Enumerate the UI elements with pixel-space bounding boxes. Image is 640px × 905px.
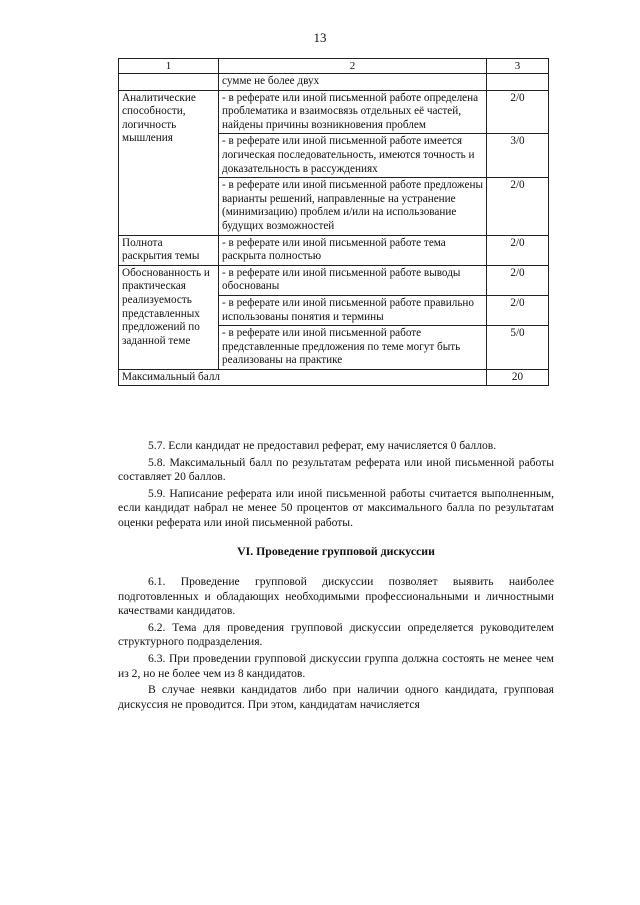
criterion-cell: Полнота раскрытия темы (119, 235, 219, 265)
total-value: 20 (487, 369, 549, 386)
table-row (119, 235, 549, 265)
section-title: VI. Проведение групповой дискуссии (237, 544, 435, 558)
criteria-table (118, 58, 549, 386)
page-number: 13 (313, 30, 327, 45)
table-row (119, 90, 549, 134)
criterion-cell (119, 74, 219, 91)
column-header: 2 (219, 59, 487, 74)
paragraph: 6.1. Проведение групповой дискуссии позволяет выявить наиболее подготовленных и обладающих необходимыми профессиональными и личностными качествами кандидатов. (118, 575, 554, 618)
score-cell: 2/0 (487, 235, 549, 265)
paragraph: 5.9. Написание реферата или иной письменной работы считается выполненным, если кандидат набрал не менее 50 процентов от максимального балла по результатам оценки реферата или иной письменной работы. (118, 486, 554, 529)
paragraphs-section-6 (118, 575, 554, 712)
paragraph: 5.7. Если кандидат не предоставил реферат, ему начисляется 0 баллов. (148, 439, 497, 452)
score-cell: 2/0 (487, 90, 549, 134)
column-header: 3 (487, 59, 549, 74)
paragraph: 6.2. Тема для проведения групповой дискуссии определяется руководителем структурного подразделения. (118, 620, 554, 649)
paragraph: В случае неявки кандидатов либо при наличии одного кандидата, групповая дискуссия не проводится. При этом, кандидатам начисляется (118, 683, 554, 711)
score-cell: 2/0 (487, 295, 549, 325)
description-cell: - в реферате или иной письменной работе представленные предложения по теме могут быть реализованы на практике (219, 326, 487, 370)
description-cell: - в реферате или иной письменной работе выводы обоснованы (219, 265, 487, 295)
total-label: Максимальный балл (119, 369, 487, 386)
table-row (119, 74, 549, 91)
column-header: 1 (119, 59, 219, 74)
score-cell: 2/0 (487, 265, 549, 295)
table-row (119, 265, 549, 295)
paragraph: 6.3. При проведении групповой дискуссии группа должна состоять не менее чем из 2, но не более чем из 8 кандидатов. (118, 651, 554, 680)
paragraph: 5.8. Максимальный балл по результатам реферата или иной письменной работы составляет 20 баллов. (118, 455, 554, 484)
score-cell: 5/0 (487, 326, 549, 370)
description-cell: сумме не более двух (219, 74, 487, 91)
description-cell: - в реферате или иной письменной работе правильно использованы понятия и термины (219, 295, 487, 325)
table-header-row (119, 59, 549, 74)
total-row (119, 369, 549, 386)
score-cell: 2/0 (487, 178, 549, 235)
criterion-cell: Обоснованность и практическая реализуемость представленных предложений по заданной теме (119, 265, 219, 369)
description-cell: - в реферате или иной письменной работе определена проблематика и взаимосвязь отдельных её частей, найдены причины возникновения проблем (219, 90, 487, 134)
paragraphs-section-5 (118, 439, 554, 531)
score-cell (487, 74, 549, 91)
score-cell: 3/0 (487, 134, 549, 178)
description-cell: - в реферате или иной письменной работе имеется логическая последовательность, имеются точность и доказательность в рассуждениях (219, 134, 487, 178)
description-cell: - в реферате или иной письменной работе предложены варианты решений, направленные на устранение (минимизацию) проблем и/или на использование будущих возможностей (219, 178, 487, 235)
description-cell: - в реферате или иной письменной работе тема раскрыта полностью (219, 235, 487, 265)
criterion-cell: Аналитические способности, логичность мышления (119, 90, 219, 235)
